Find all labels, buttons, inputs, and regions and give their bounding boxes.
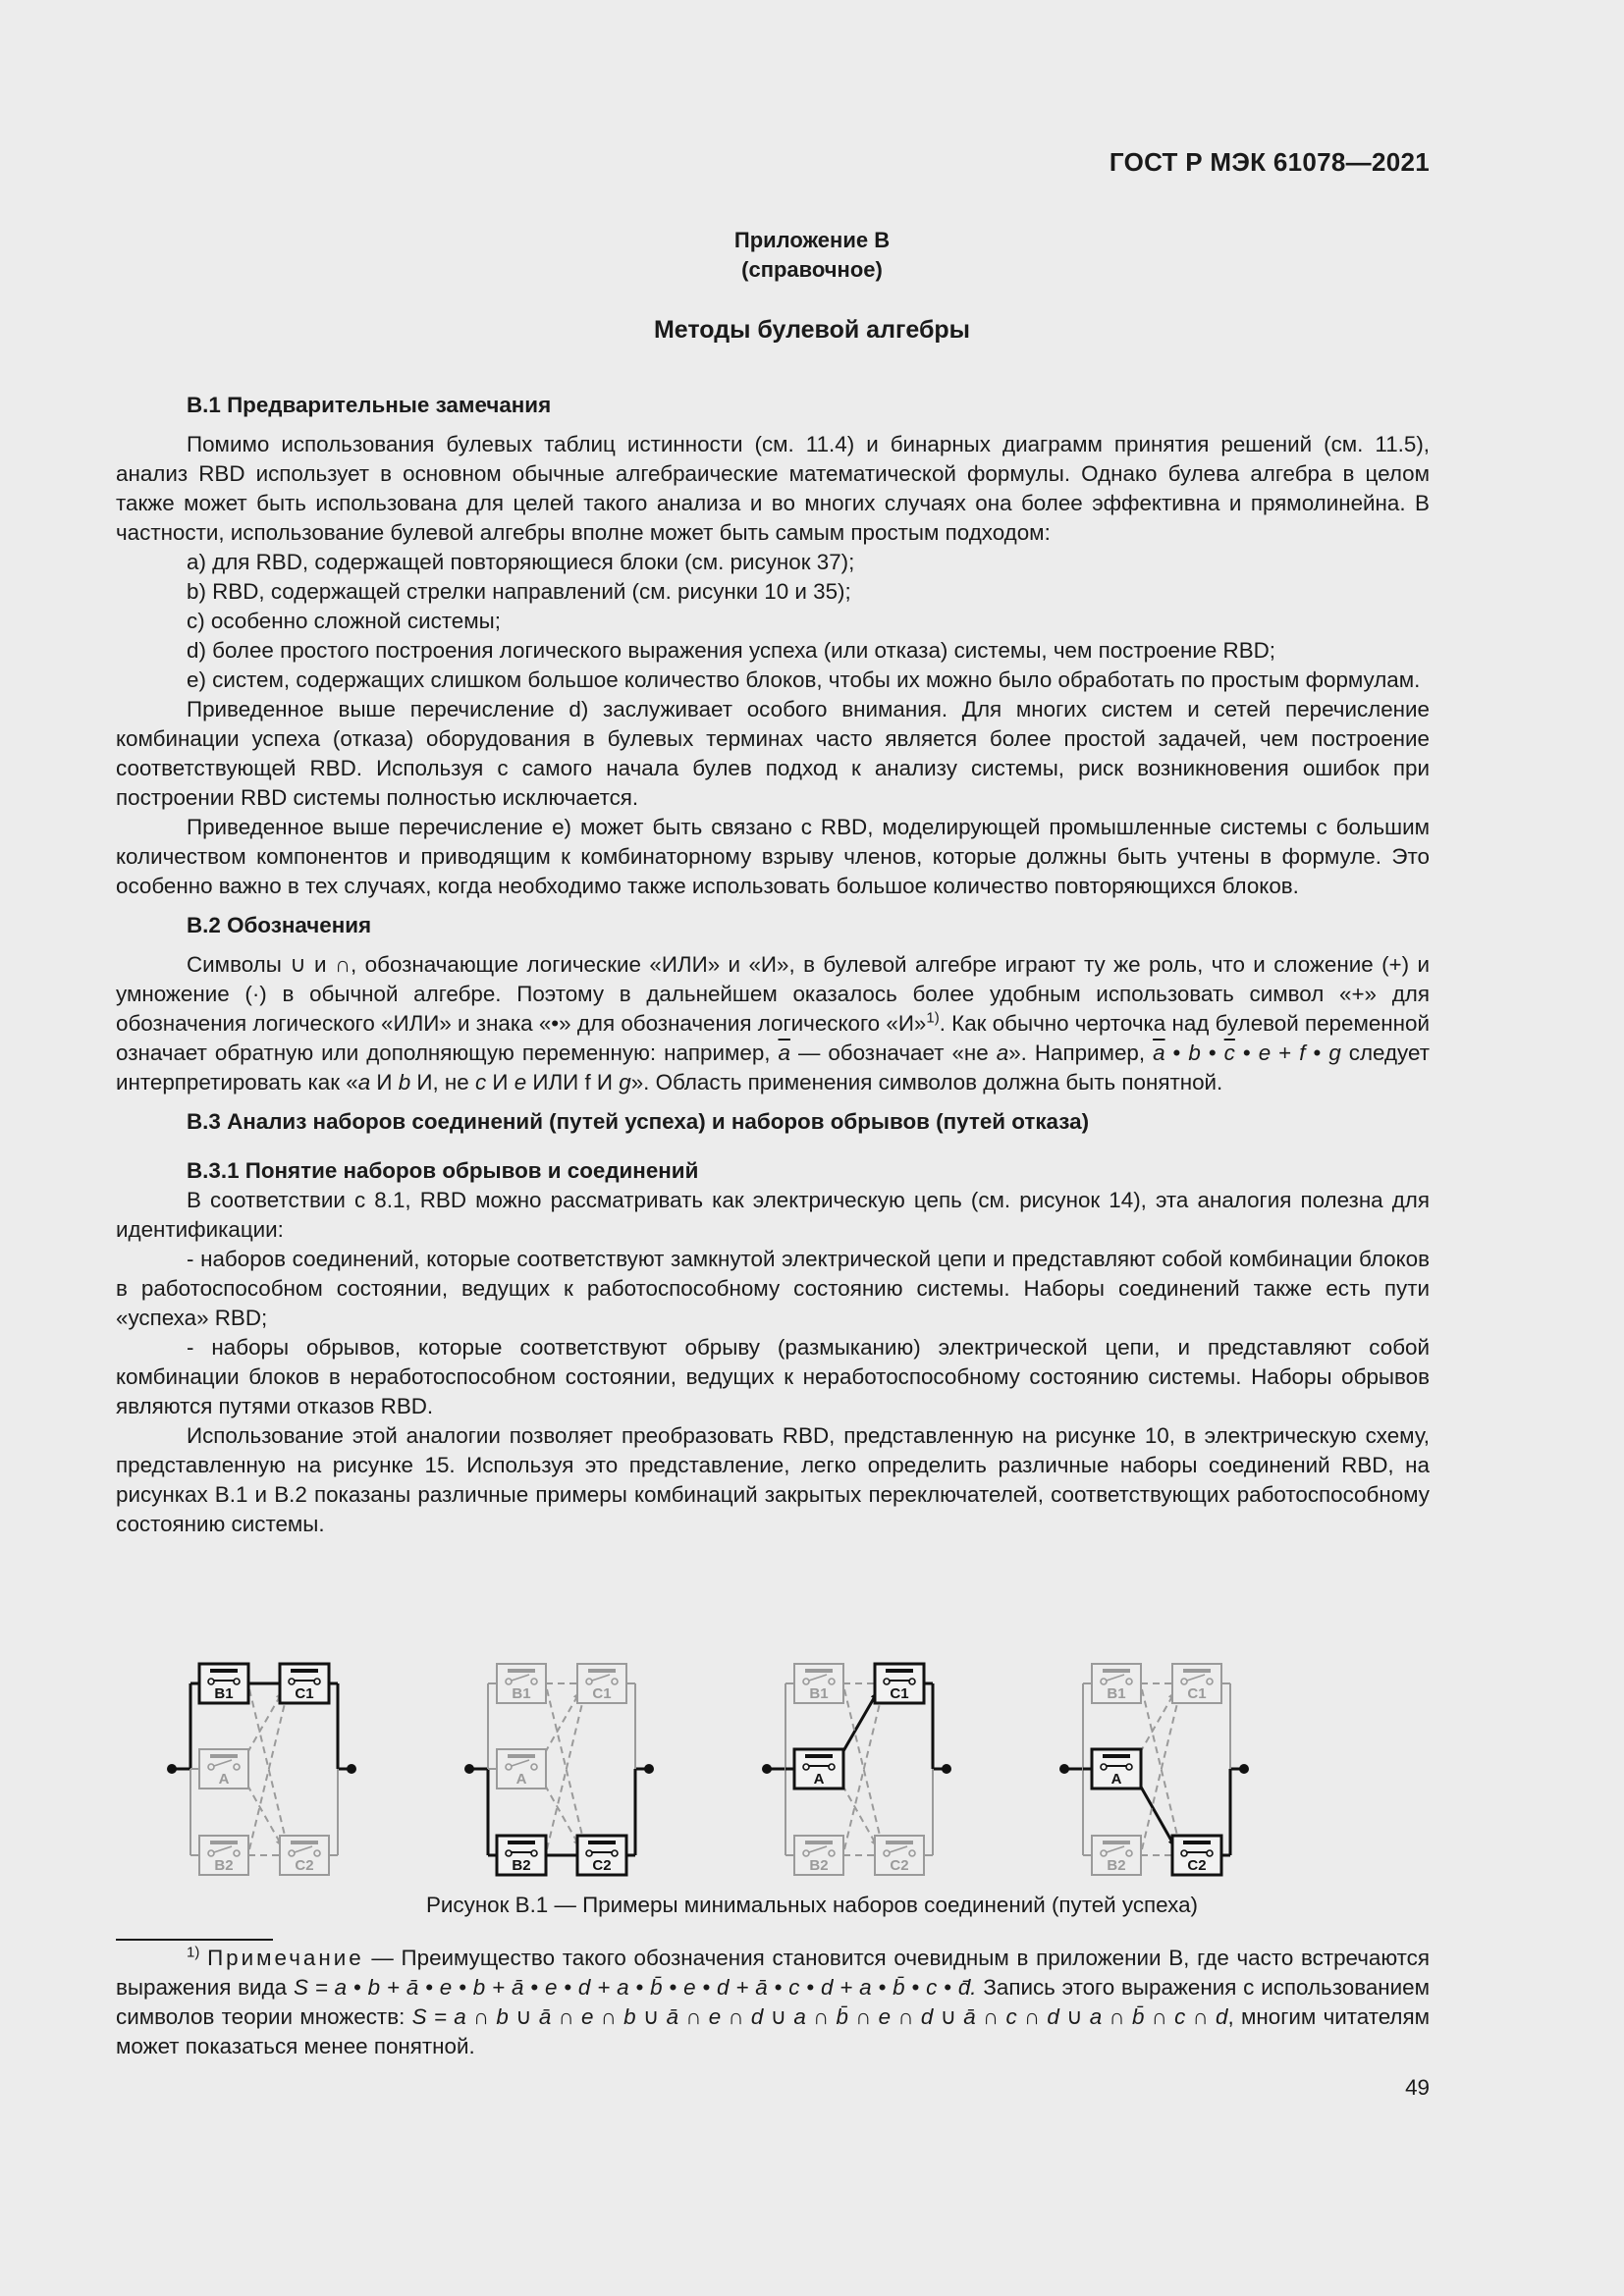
footnote-expression-2: S = a ∩ b ∪ ā ∩ e ∩ b ∪ ā ∩ e ∩ d ∪ a ∩ b̄ ∩ e ∩ d ∪ ā ∩ c ∩ d ∪ a ∩ b̄ ∩ c ∩ d (411, 2004, 1228, 2029)
switch-block-a (1092, 1749, 1141, 1789)
switch-block-c1 (577, 1664, 626, 1703)
standard-header: ГОСТ Р МЭК 61078—2021 (1109, 147, 1430, 177)
switch-block-a (199, 1749, 248, 1789)
list-item: d) более простого построения логического выражения успеха (или отказа) системы, чем построение RBD; (187, 638, 1276, 663)
rbd-diagram (762, 1664, 951, 1875)
block-label: B1 (214, 1685, 234, 1702)
list-item: a) для RBD, содержащей повторяющиеся блоки (см. рисунок 37); (187, 550, 855, 574)
page-number: 49 (1405, 2075, 1430, 2100)
b3-paragraph-2: - наборов соединений, которые соответствуют замкнутой электрической цепи и представляют собой комбинации блоков в работоспособном состоянии, ведущих к работоспособному состоянию системы. Наборы соединений также есть пути «успеха» RBD; (116, 1247, 1430, 1330)
section-b2-heading: В.2 Обозначения (187, 913, 372, 937)
block-label: C2 (890, 1857, 909, 1874)
figure-b1-diagrams (177, 1659, 1384, 1874)
footnote-ref[interactable]: 1) (926, 1009, 940, 1027)
b3-paragraph-1: В соответствии с 8.1, RBD можно рассматривать как электрическую цепь (см. рисунок 14), эта аналогия полезна для идентификации: (116, 1188, 1430, 1242)
switch-block-b1 (794, 1664, 843, 1703)
block-label: A (813, 1771, 825, 1788)
block-label: A (1110, 1771, 1122, 1788)
block-label: C1 (592, 1685, 612, 1702)
switch-block-c1 (280, 1664, 329, 1703)
section-b1-heading: В.1 Предварительные замечания (187, 393, 552, 417)
b1-paragraph-3: Приведенное выше перечисление e) может быть связано с RBD, моделирующей промышленные системы с большим количеством компонентов и приводящим к комбинаторному взрыву членов, которые должны быть учтены в формуле. Это особенно важно в тех случаях, когда необходимо также использовать большое количество повторяющихся блоков. (116, 815, 1430, 898)
footnote (116, 1944, 1430, 2061)
figure-caption: Рисунок В.1 — Примеры минимальных наборов соединений (путей успеха) (425, 1893, 1198, 1917)
rbd-diagram (1059, 1664, 1249, 1875)
block-label: B2 (809, 1857, 829, 1874)
switch-block-c2 (577, 1836, 626, 1875)
figure-b1 (177, 1659, 1384, 1874)
switch-block-b1 (497, 1664, 546, 1703)
annex-heading (0, 226, 1624, 285)
rbd-diagram (167, 1664, 356, 1875)
block-label: B2 (512, 1857, 531, 1874)
switch-block-b1 (199, 1664, 248, 1703)
switch-block-b1 (1092, 1664, 1141, 1703)
switch-block-c1 (875, 1664, 924, 1703)
footnote-text: $^{1)}$ Примечание — Преимущество такого обозначения становится очевидным в приложении В, где часто встречаются выражения вида S = a • b + ā • e • b + ā • e • d + a • b̄ • e • d + ā • c • d + a • b̄ • c • d̄. Запись этого выражения с использованием символов теории множеств: S = a ∩ b ∪ ā ∩ e ∩ b ∪ ā ∩ e ∩ d ∪ a ∩ b̄ ∩ e ∩ d ∪ ā ∩ c ∩ d ∪ a ∩ b̄ ∩ c ∩ d, многим читателям может показаться менее понятной. (116, 1944, 1431, 2058)
block-label: A (515, 1771, 527, 1788)
switch-block-b2 (794, 1836, 843, 1875)
b3-paragraph-3: - наборы обрывов, которые соответствуют обрыву (размыканию) электрической цепи, и представляют собой комбинации блоков в неработоспособном состоянии, ведущих к неработоспособному состоянию системы. Наборы обрывов являются путями отказов RBD. (116, 1335, 1430, 1418)
block-label: B1 (1107, 1685, 1126, 1702)
footnote-expression-1: S = a • b + ā • e • b + ā • e • d + a • b̄ • e • d + ā • c • d + a • b̄ • c • d̄. (293, 1975, 977, 2000)
footnote-separator (116, 1939, 273, 1941)
annex-label: Приложение В (733, 228, 891, 252)
block-label: B2 (1107, 1857, 1126, 1874)
block-label: B1 (809, 1685, 829, 1702)
block-label: C2 (295, 1857, 314, 1874)
block-label: B2 (214, 1857, 234, 1874)
switch-block-b2 (1092, 1836, 1141, 1875)
block-label: A (218, 1771, 230, 1788)
body-text (116, 391, 1430, 1539)
annex-type: (справочное) (741, 257, 883, 282)
annex-title: Методы булевой алгебры (653, 316, 971, 344)
switch-block-c2 (280, 1836, 329, 1875)
rbd-diagram (464, 1664, 654, 1875)
list-item: b) RBD, содержащей стрелки направлений (см. рисунки 10 и 35); (187, 579, 851, 604)
switch-block-a (794, 1749, 843, 1789)
b1-paragraph-2: Приведенное выше перечисление d) заслуживает особого внимания. Для многих систем и сетей перечисление комбинации успеха (отказа) оборудования в булевых терминах часто является более простой задачей, чем построение соответствующей RBD. Используя с самого начала булев подход к анализу системы, риск возникновения ошибок при построении RBD системы полностью исключается. (116, 697, 1430, 810)
switch-block-b2 (497, 1836, 546, 1875)
list-item: e) систем, содержащих слишком большое количество блоков, чтобы их можно было обработать по простым формулам. (187, 667, 1421, 692)
section-b31-heading: В.3.1 Понятие наборов обрывов и соединений (187, 1158, 699, 1183)
section-b3-heading: В.3 Анализ наборов соединений (путей успеха) и наборов обрывов (путей отказа) (187, 1109, 1090, 1134)
block-label: B1 (512, 1685, 531, 1702)
switch-block-b2 (199, 1836, 248, 1875)
b1-paragraph-1: Помимо использования булевых таблиц истинности (см. 11.4) и бинарных диаграмм принятия решений (см. 11.5), анализ RBD использует в основном обычные алгебраические математической формулы. Однако булева алгебра в целом также может быть использована для целей такого анализа и во многих случаях она более эффективна и прямолинейна. В частности, использование булевой алгебры вполне может быть самым простым подходом: (116, 432, 1430, 545)
switch-block-c2 (875, 1836, 924, 1875)
list-item: c) особенно сложной системы; (187, 609, 501, 633)
block-label: C1 (890, 1685, 909, 1702)
b2-paragraph: Символы ∪ и ∩, обозначающие логические «ИЛИ» и «И», в булевой алгебре играют ту же роль, что и сложение (+) и умножение (·) в обычной алгебре. Поэтому в дальнейшем оказалось более удобным использовать символ «+» для обозначения логического «ИЛИ» и знака «•» для обозначения логического «И»$^{1)}$. Как обычно черточка над булевой переменной означает обратную или дополняющую переменную: например, $\overline{a}$ — обозначает «не a». Например, $\overline{a}$ • b • $\overline{c}$ • e + f • g следует интерпретировать как «a И b И, не c И e ИЛИ f И g». Область применения символов должна быть понятной. (116, 952, 1430, 1095)
switch-block-c1 (1172, 1664, 1221, 1703)
block-label: C1 (295, 1685, 314, 1702)
b3-paragraph-4: Использование этой аналогии позволяет преобразовать RBD, представленную на рисунке 10, в электрическую схему, представленную на рисунке 15. Используя это представление, легко определить различные наборы соединений RBD, на рисунках В.1 и В.2 показаны различные примеры комбинаций закрытых переключателей, соответствующих работоспособному состоянию системы. (116, 1423, 1430, 1536)
block-label: C2 (592, 1857, 612, 1874)
block-label: C2 (1187, 1857, 1207, 1874)
switch-block-c2 (1172, 1836, 1221, 1875)
block-label: C1 (1187, 1685, 1207, 1702)
switch-block-a (497, 1749, 546, 1789)
